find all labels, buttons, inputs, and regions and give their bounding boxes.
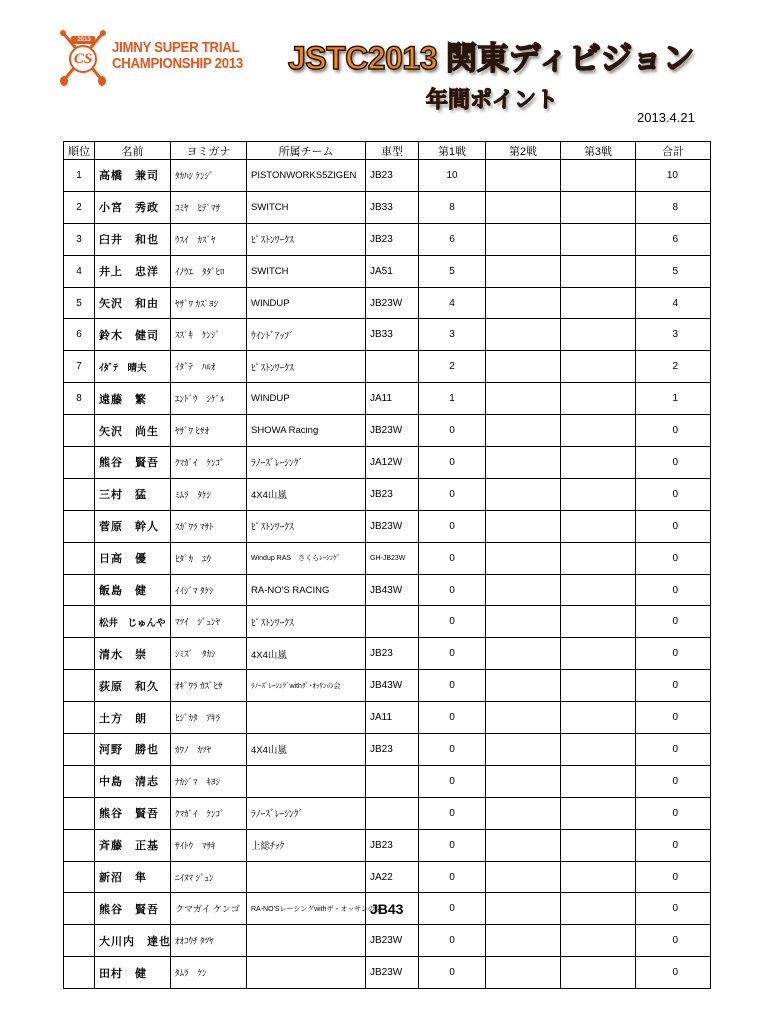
driver-kana-cell: クマガイ ケンゴ — [171, 893, 247, 925]
team-cell: ﾗﾉｰｽﾞﾚｰｼﾝｸﾞwithｻﾞ･ｵｯｻﾝの会 — [247, 670, 366, 702]
driver-kana-cell: ﾋｼﾞｶﾀ ｱｷﾗ — [171, 702, 247, 734]
car-model-cell: JB43W — [366, 574, 419, 606]
driver-name-cell: 河野 勝也 — [95, 734, 171, 766]
driver-kana-cell: ｼﾐｽﾞ ﾀｶｼ — [171, 638, 247, 670]
driver-kana-cell: ﾀﾑﾗ ｹﾝ — [171, 957, 247, 989]
driver-kana-cell: ｽｽﾞｷ ｹﾝｼﾞ — [171, 319, 247, 351]
round-2-points-cell — [486, 574, 561, 606]
round-2-points-cell — [486, 893, 561, 925]
team-cell: ﾗﾉｰｽﾞﾚｰｼﾝｸﾞ — [247, 447, 366, 479]
table-row — [64, 861, 711, 893]
driver-name-cell: 高橋 兼司 — [95, 160, 171, 192]
page-subtitle: 年間ポイント — [426, 87, 559, 112]
total-points-cell: 0 — [636, 734, 711, 766]
round-2-points-cell — [486, 191, 561, 223]
round-3-points-cell — [561, 447, 636, 479]
position-cell — [64, 574, 95, 606]
total-points-cell: 0 — [636, 447, 711, 479]
round-2-points-cell — [486, 765, 561, 797]
car-model-cell: JA22 — [366, 861, 419, 893]
driver-name-cell: 飯島 健 — [95, 574, 171, 606]
driver-name-cell: 鈴木 健司 — [95, 319, 171, 351]
table-row — [64, 829, 711, 861]
position-cell — [64, 861, 95, 893]
driver-name-cell: 熊谷 賢吾 — [95, 893, 171, 925]
round-1-points-cell: 0 — [419, 638, 486, 670]
team-cell: ﾋﾟｽﾄﾝﾜｰｸｽ — [247, 351, 366, 383]
driver-kana-cell: ｲﾉｳｴ ﾀﾀﾞﾋﾛ — [171, 255, 247, 287]
team-cell — [247, 861, 366, 893]
table-row — [64, 574, 711, 606]
round-3-points-cell — [561, 351, 636, 383]
team-cell: Windup RAS さくらﾚｰｼﾝｸﾞ — [247, 542, 366, 574]
team-cell: SWITCH — [247, 255, 366, 287]
round-3-points-cell — [561, 287, 636, 319]
round-3-points-cell — [561, 606, 636, 638]
round-3-points-cell — [561, 861, 636, 893]
round-3-points-cell — [561, 223, 636, 255]
championship-logo — [58, 28, 258, 88]
round-2-points-cell — [486, 319, 561, 351]
total-points-cell: 10 — [636, 160, 711, 192]
car-model-cell: JB23 — [366, 478, 419, 510]
total-points-cell: 0 — [636, 606, 711, 638]
team-cell: ﾋﾟｽﾄﾝﾜｰｸｽ — [247, 223, 366, 255]
total-points-cell: 0 — [636, 702, 711, 734]
position-cell — [64, 415, 95, 447]
driver-name-cell: 中島 清志 — [95, 765, 171, 797]
position-cell: 2 — [64, 191, 95, 223]
car-model-cell — [366, 797, 419, 829]
total-points-cell: 0 — [636, 925, 711, 957]
table-row — [64, 638, 711, 670]
round-1-points-cell: 0 — [419, 829, 486, 861]
round-3-points-cell — [561, 191, 636, 223]
round-2-points-cell — [486, 510, 561, 542]
round-1-points-cell: 0 — [419, 702, 486, 734]
team-cell — [247, 957, 366, 989]
logo-wordmark — [112, 40, 243, 72]
team-cell — [247, 925, 366, 957]
col-header-round-2: 第2戦 — [486, 142, 561, 160]
car-model-cell: JB23W — [366, 925, 419, 957]
total-points-cell: 0 — [636, 415, 711, 447]
round-3-points-cell — [561, 415, 636, 447]
car-model-cell: JB33 — [366, 319, 419, 351]
driver-kana-cell: ｲｲｼﾞﾏ ﾀｹｼ — [171, 574, 247, 606]
round-2-points-cell — [486, 797, 561, 829]
round-1-points-cell: 8 — [419, 191, 486, 223]
driver-name-cell: 熊谷 賢吾 — [95, 797, 171, 829]
round-1-points-cell: 0 — [419, 510, 486, 542]
round-3-points-cell — [561, 478, 636, 510]
driver-kana-cell: ﾆｲﾇﾏ ｼﾞｭﾝ — [171, 861, 247, 893]
logo-monogram: CS — [73, 51, 93, 67]
car-model-cell: JB23 — [366, 734, 419, 766]
car-model-cell: JA51 — [366, 255, 419, 287]
total-points-cell: 0 — [636, 670, 711, 702]
driver-name-cell: 大川内 達也 — [95, 925, 171, 957]
col-header-name: 名前 — [95, 142, 171, 160]
driver-name-cell: 矢沢 尚生 — [95, 415, 171, 447]
round-3-points-cell — [561, 734, 636, 766]
round-3-points-cell — [561, 510, 636, 542]
round-3-points-cell — [561, 702, 636, 734]
total-points-cell: 0 — [636, 829, 711, 861]
round-1-points-cell: 0 — [419, 542, 486, 574]
col-header-total: 合計 — [636, 142, 711, 160]
car-model-cell: JB23 — [366, 223, 419, 255]
driver-kana-cell: ｻｲﾄｳ ﾏｻｷ — [171, 829, 247, 861]
round-2-points-cell — [486, 223, 561, 255]
driver-name-cell: 小宮 秀政 — [95, 191, 171, 223]
round-1-points-cell: 5 — [419, 255, 486, 287]
table-body — [64, 160, 711, 989]
round-3-points-cell — [561, 542, 636, 574]
round-1-points-cell: 0 — [419, 606, 486, 638]
driver-name-cell: 臼井 和也 — [95, 223, 171, 255]
car-model-cell: JB23W — [366, 510, 419, 542]
team-cell: PISTONWORKS5ZIGEN — [247, 160, 366, 192]
position-cell: 3 — [64, 223, 95, 255]
table-row — [64, 670, 711, 702]
driver-kana-cell: ﾔｻﾞﾜ ﾋｻｵ — [171, 415, 247, 447]
logo-badge-year: 2013 — [77, 37, 91, 43]
car-model-cell: JA11 — [366, 702, 419, 734]
driver-kana-cell: ｺﾐﾔ ﾋﾃﾞﾏｻ — [171, 191, 247, 223]
table-row — [64, 351, 711, 383]
round-3-points-cell — [561, 925, 636, 957]
round-1-points-cell: 2 — [419, 351, 486, 383]
team-cell: WINDUP — [247, 287, 366, 319]
car-model-cell: GH-JB23W — [366, 542, 419, 574]
driver-kana-cell: ﾐﾑﾗ ﾀｹｼ — [171, 478, 247, 510]
round-2-points-cell — [486, 670, 561, 702]
driver-kana-cell: ｸﾏｶﾞｲ ｹﾝｺﾞ — [171, 797, 247, 829]
total-points-cell: 0 — [636, 574, 711, 606]
round-1-points-cell: 1 — [419, 383, 486, 415]
total-points-cell: 2 — [636, 351, 711, 383]
total-points-cell: 0 — [636, 893, 711, 925]
table-row — [64, 255, 711, 287]
driver-kana-cell: ﾏﾂｲ ｼﾞｭﾝﾔ — [171, 606, 247, 638]
position-cell — [64, 542, 95, 574]
round-3-points-cell — [561, 765, 636, 797]
team-cell: ﾋﾟｽﾄﾝﾜｰｸｽ — [247, 606, 366, 638]
round-1-points-cell: 3 — [419, 319, 486, 351]
driver-name-cell: 松井 じゅんや — [95, 606, 171, 638]
table-row — [64, 702, 711, 734]
col-header-team: 所属チーム — [247, 142, 366, 160]
table-row — [64, 510, 711, 542]
driver-name-cell: 田村 健 — [95, 957, 171, 989]
car-model-cell — [366, 351, 419, 383]
table-row — [64, 925, 711, 957]
position-cell — [64, 797, 95, 829]
total-points-cell: 0 — [636, 542, 711, 574]
position-cell — [64, 957, 95, 989]
round-1-points-cell: 0 — [419, 574, 486, 606]
col-header-car: 車型 — [366, 142, 419, 160]
car-model-cell: JB33 — [366, 191, 419, 223]
position-cell: 8 — [64, 383, 95, 415]
round-2-points-cell — [486, 957, 561, 989]
table-row — [64, 765, 711, 797]
car-model-cell — [366, 606, 419, 638]
position-cell — [64, 829, 95, 861]
round-2-points-cell — [486, 415, 561, 447]
round-3-points-cell — [561, 574, 636, 606]
driver-name-cell: 荻原 和久 — [95, 670, 171, 702]
round-3-points-cell — [561, 383, 636, 415]
driver-kana-cell: ｵｷﾞﾜﾗ ｶｽﾞﾋｻ — [171, 670, 247, 702]
position-cell: 7 — [64, 351, 95, 383]
round-3-points-cell — [561, 829, 636, 861]
team-cell: ﾗﾉｰｽﾞﾚｰｼﾝｸﾞ — [247, 797, 366, 829]
table-row — [64, 957, 711, 989]
position-cell: 5 — [64, 287, 95, 319]
total-points-cell: 4 — [636, 287, 711, 319]
driver-kana-cell: ｵｵｺｳﾁ ﾀﾂﾔ — [171, 925, 247, 957]
driver-kana-cell: ﾀｶﾊｼ ｹﾝｼﾞ — [171, 160, 247, 192]
round-1-points-cell: 0 — [419, 478, 486, 510]
car-model-cell: JB23W — [366, 287, 419, 319]
round-3-points-cell — [561, 797, 636, 829]
round-1-points-cell: 0 — [419, 861, 486, 893]
team-cell: 上総ﾁｯｸ — [247, 829, 366, 861]
team-cell: SWITCH — [247, 191, 366, 223]
team-cell: RA-NO'S RACING — [247, 574, 366, 606]
driver-name-cell: 菅原 幹人 — [95, 510, 171, 542]
round-2-points-cell — [486, 160, 561, 192]
table-row — [64, 223, 711, 255]
round-2-points-cell — [486, 925, 561, 957]
team-cell: 4X4山嵐 — [247, 478, 366, 510]
total-points-cell: 0 — [636, 957, 711, 989]
team-cell: RA-NO'Sレーシングwithザ・オッサンの会 — [247, 893, 366, 925]
round-2-points-cell — [486, 542, 561, 574]
car-model-cell: JA11 — [366, 383, 419, 415]
round-2-points-cell — [486, 606, 561, 638]
car-model-cell: JB23W — [366, 415, 419, 447]
team-cell — [247, 702, 366, 734]
position-cell: 6 — [64, 319, 95, 351]
round-2-points-cell — [486, 861, 561, 893]
driver-name-cell: 三村 猛 — [95, 478, 171, 510]
driver-kana-cell: ﾅｶｼﾞﾏ ｷﾖｼ — [171, 765, 247, 797]
car-model-cell — [366, 765, 419, 797]
round-1-points-cell: 10 — [419, 160, 486, 192]
position-cell: 1 — [64, 160, 95, 192]
table-row — [64, 478, 711, 510]
position-cell — [64, 925, 95, 957]
position-cell — [64, 734, 95, 766]
position-cell — [64, 638, 95, 670]
round-1-points-cell: 0 — [419, 734, 486, 766]
car-model-cell: JB23 — [366, 829, 419, 861]
round-1-points-cell: 0 — [419, 765, 486, 797]
total-points-cell: 0 — [636, 638, 711, 670]
table-row — [64, 383, 711, 415]
driver-name-cell: ｲﾀﾞﾃ 晴夫 — [95, 351, 171, 383]
table-row — [64, 447, 711, 479]
driver-kana-cell: ｸﾏｶﾞｲ ｹﾝｺﾞ — [171, 447, 247, 479]
round-1-points-cell: 0 — [419, 957, 486, 989]
position-cell — [64, 606, 95, 638]
total-points-cell: 6 — [636, 223, 711, 255]
round-1-points-cell: 0 — [419, 893, 486, 925]
round-3-points-cell — [561, 255, 636, 287]
round-1-points-cell: 0 — [419, 415, 486, 447]
driver-name-cell: 熊谷 賢吾 — [95, 447, 171, 479]
round-2-points-cell — [486, 829, 561, 861]
round-1-points-cell: 0 — [419, 925, 486, 957]
round-2-points-cell — [486, 478, 561, 510]
table-row — [64, 797, 711, 829]
table-row — [64, 542, 711, 574]
table-row — [64, 319, 711, 351]
position-cell — [64, 478, 95, 510]
driver-name-cell: 新沼 隼 — [95, 861, 171, 893]
table-row — [64, 893, 711, 925]
round-3-points-cell — [561, 893, 636, 925]
car-model-cell: JB23 — [366, 160, 419, 192]
driver-name-cell: 遠藤 繁 — [95, 383, 171, 415]
driver-kana-cell: ｲﾀﾞﾃ ﾊﾙｵ — [171, 351, 247, 383]
col-header-round-3: 第3戦 — [561, 142, 636, 160]
position-cell — [64, 447, 95, 479]
round-2-points-cell — [486, 287, 561, 319]
car-model-cell: JA12W — [366, 447, 419, 479]
position-cell — [64, 702, 95, 734]
round-3-points-cell — [561, 160, 636, 192]
driver-name-cell: 矢沢 和由 — [95, 287, 171, 319]
round-1-points-cell: 0 — [419, 670, 486, 702]
total-points-cell: 0 — [636, 478, 711, 510]
round-2-points-cell — [486, 351, 561, 383]
driver-name-cell: 井上 忠洋 — [95, 255, 171, 287]
driver-name-cell: 清水 崇 — [95, 638, 171, 670]
col-header-kana: ヨミガナ — [171, 142, 247, 160]
round-3-points-cell — [561, 670, 636, 702]
team-cell: 4X4山嵐 — [247, 638, 366, 670]
total-points-cell: 3 — [636, 319, 711, 351]
position-cell — [64, 670, 95, 702]
total-points-cell: 5 — [636, 255, 711, 287]
round-1-points-cell: 0 — [419, 797, 486, 829]
driver-kana-cell: ｴﾝﾄﾞｳ ｼｹﾞﾙ — [171, 383, 247, 415]
driver-name-cell: 斉藤 正基 — [95, 829, 171, 861]
col-header-position: 順位 — [64, 142, 95, 160]
round-2-points-cell — [486, 638, 561, 670]
team-cell: WINDUP — [247, 383, 366, 415]
driver-kana-cell: ｽｶﾞﾜﾗ ﾏｻﾄ — [171, 510, 247, 542]
total-points-cell: 8 — [636, 191, 711, 223]
round-3-points-cell — [561, 319, 636, 351]
round-1-points-cell: 6 — [419, 223, 486, 255]
team-cell: ﾋﾟｽﾄﾝﾜｰｸｽ — [247, 510, 366, 542]
page-title: JSTC2013 関東ディビジョン — [288, 40, 695, 76]
driver-kana-cell: ｳｽｲ ｶｽﾞﾔ — [171, 223, 247, 255]
car-model-cell: JB43W — [366, 670, 419, 702]
team-cell: 4X4山嵐 — [247, 734, 366, 766]
table-row — [64, 160, 711, 192]
team-cell — [247, 765, 366, 797]
total-points-cell: 0 — [636, 510, 711, 542]
round-2-points-cell — [486, 734, 561, 766]
total-points-cell: 1 — [636, 383, 711, 415]
round-2-points-cell — [486, 255, 561, 287]
col-header-round-1: 第1戦 — [419, 142, 486, 160]
position-cell — [64, 510, 95, 542]
position-cell — [64, 765, 95, 797]
driver-kana-cell: ｶﾜﾉ ｶﾂﾔ — [171, 734, 247, 766]
driver-kana-cell: ﾔｻﾞﾜ ｶｽﾞﾖｼ — [171, 287, 247, 319]
position-cell — [64, 893, 95, 925]
driver-name-cell: 日高 優 — [95, 542, 171, 574]
car-model-cell: JB23 — [366, 638, 419, 670]
car-model-cell: JB43 — [366, 893, 419, 925]
logo-line-2: CHAMPIONSHIP 2013 — [112, 55, 243, 72]
update-date: 2013.4.21 — [637, 110, 695, 125]
standings-table — [63, 141, 711, 989]
team-cell: ｳｲﾝﾄﾞｱｯﾌﾟ — [247, 319, 366, 351]
position-cell: 4 — [64, 255, 95, 287]
driver-kana-cell: ﾋﾀﾞｶ ﾕｳ — [171, 542, 247, 574]
driver-name-cell: 土方 朗 — [95, 702, 171, 734]
round-2-points-cell — [486, 447, 561, 479]
round-3-points-cell — [561, 957, 636, 989]
car-model-cell: JB23W — [366, 957, 419, 989]
table-row — [64, 191, 711, 223]
round-1-points-cell: 0 — [419, 447, 486, 479]
total-points-cell: 0 — [636, 765, 711, 797]
team-cell: SHOWA Racing — [247, 415, 366, 447]
round-2-points-cell — [486, 383, 561, 415]
round-1-points-cell: 4 — [419, 287, 486, 319]
table-row — [64, 287, 711, 319]
table-row — [64, 415, 711, 447]
round-2-points-cell — [486, 702, 561, 734]
round-3-points-cell — [561, 638, 636, 670]
logo-line-1: JIMNY SUPER TRIAL — [112, 39, 240, 56]
total-points-cell: 0 — [636, 797, 711, 829]
table-header — [64, 142, 711, 160]
table-row — [64, 734, 711, 766]
table-row — [64, 606, 711, 638]
total-points-cell: 0 — [636, 861, 711, 893]
